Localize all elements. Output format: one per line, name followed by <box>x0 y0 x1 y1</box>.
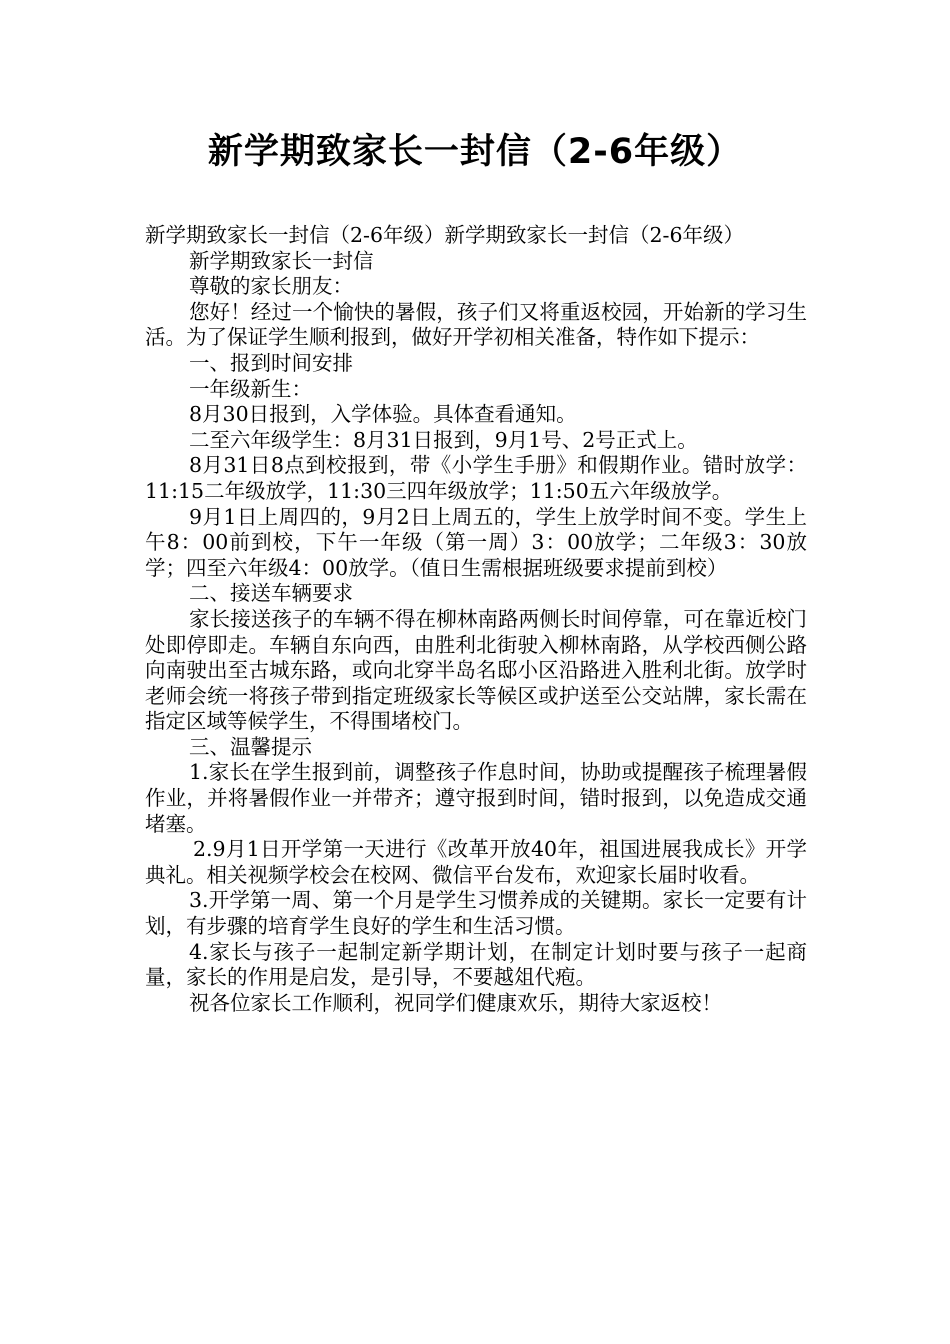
paragraph: 1.家长在学生报到前，调整孩子作息时间，协助或提醒孩子梳理暑假作业，并将暑假作业一并带齐；遵守报到时间，错时报到，以免造成交通堵塞。 <box>145 760 807 836</box>
paragraph: 祝各位家长工作顺利，祝同学们健康欢乐，期待大家返校！ <box>189 990 722 1015</box>
paragraph: 8月31日8点到校报到，带《小学生手册》和假期作业。错时放学：11:15二年级放学，11:30三四年级放学；11:50五六年级放学。 <box>145 453 807 503</box>
paragraph: 新学期致家长一封信 <box>189 248 374 273</box>
paragraph: 8月30日报到，入学体验。具体查看通知。 <box>189 402 577 427</box>
document-body <box>145 223 807 1016</box>
paragraph: 9月1日上周四的，9月2日上周五的，学生上放学时间不变。学生上午8：00前到校，下午一年级（第一周）3：00放学；二年级3：30放学；四至六年级4：00放学。（值日生需根据班级要求提前到校） <box>145 504 807 580</box>
paragraph: 4.家长与孩子一起制定新学期计划，在制定计划时要与孩子一起商量，家长的作用是启发，是引导，不要越俎代疱。 <box>145 939 807 990</box>
paragraph: 新学期致家长一封信（2-6年级）新学期致家长一封信（2-6年级） <box>145 223 745 247</box>
document-title: 新学期致家长一封信（2-6年级） <box>207 132 743 172</box>
paragraph: 尊敬的家长朋友： <box>189 274 353 299</box>
paragraph: 您好！经过一个愉快的暑假，孩子们又将重返校园，开始新的学习生活。为了保证学生顺利报到，做好开学初相关准备，特作如下提示： <box>145 299 807 350</box>
paragraph: 家长接送孩子的车辆不得在柳林南路两侧长时间停靠，可在靠近校门处即停即走。车辆自东向西，由胜利北街驶入柳林南路，从学校西侧公路向南驶出至古城东路，或向北穿半岛名邸小区沿路进入胜利北街。放学时老师会统一将孩子带到指定班级家长等候区或护送至公交站牌，家长需在指定区域等候学生，不得围堵校门。 <box>145 606 807 734</box>
paragraph: 一、报到时间安排 <box>189 350 353 375</box>
paragraph: 3.开学第一周、第一个月是学生习惯养成的关键期。家长一定要有计划，有步骤的培育学生良好的学生和生活习惯。 <box>145 888 807 939</box>
paragraph: 二至六年级学生：8月31日报到，9月1号、2号正式上。 <box>189 427 698 452</box>
paragraph: 三、温馨提示 <box>189 734 312 759</box>
paragraph: 一年级新生： <box>189 376 312 401</box>
paragraph: 二、接送车辆要求 <box>189 581 353 606</box>
paragraph: 2.9月1日开学第一天进行《改革开放40年，祖国进展我成长》开学典礼。相关视频学校会在校网、微信平台发布，欢迎家长届时收看。 <box>145 837 807 887</box>
